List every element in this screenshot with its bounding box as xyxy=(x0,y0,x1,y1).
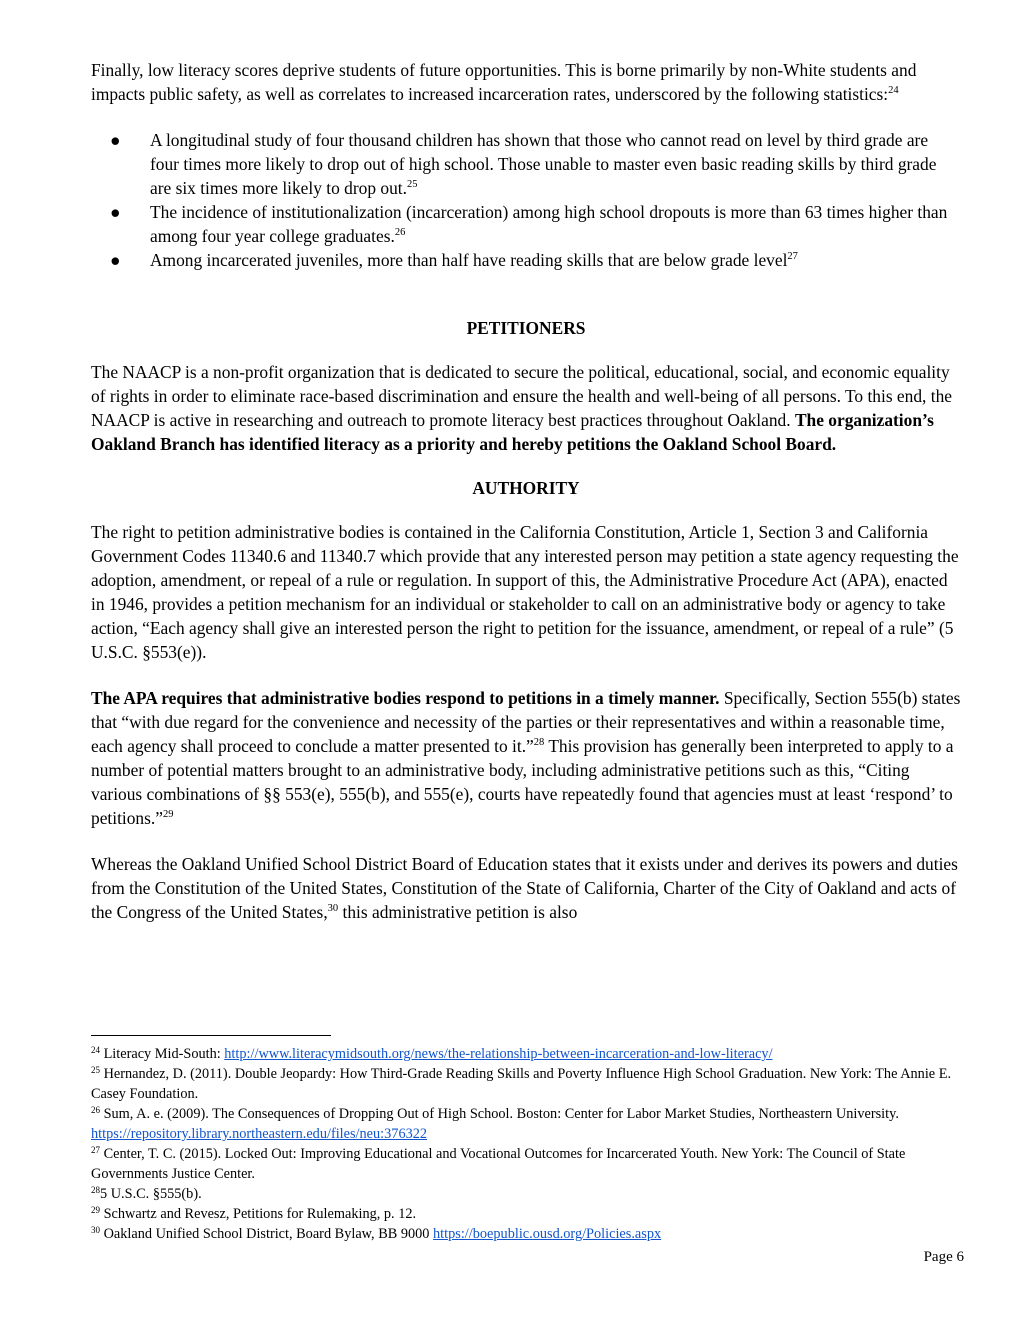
document-body xyxy=(91,58,961,924)
petitioners-heading: PETITIONERS xyxy=(466,318,586,338)
statistics-list xyxy=(91,128,961,272)
authority-heading: AUTHORITY xyxy=(472,478,580,498)
footnote-ref[interactable]: 26 xyxy=(394,227,406,238)
footnote-ref[interactable]: 30 xyxy=(327,903,339,914)
footnote-ref[interactable]: 27 xyxy=(787,251,798,262)
footnote-ref[interactable]: 24 xyxy=(888,85,899,96)
footnote-link[interactable]: http://www.literacymidsouth.org/news/the-relationship-between-incarceration-and-low-literacy/ xyxy=(224,1046,773,1062)
petitioners-paragraph: The NAACP is a non-profit organization that is dedicated to secure the political, educational, social, and economic equality of rights in order to eliminate race-based discrimination and ensure the health and well-being of all persons. To this end, the NAACP is active in researching and outreach to promote literacy best practices throughout Oakland. The organization’s Oakland Branch has identified literacy as a priority and hereby petitions the Oakland School Board. xyxy=(91,362,952,454)
footnote-separator xyxy=(91,1035,331,1036)
footnote-ref[interactable]: 29 xyxy=(162,809,174,820)
footnote: $^{25}$ Hernandez, D. (2011). Double Jeopardy: How Third-Grade Reading Skills and Poverty Influence High School Graduation. New York: The Annie E. Casey Foundation. xyxy=(91,1065,952,1102)
bullet-icon: ● xyxy=(110,130,121,150)
footnotes xyxy=(91,1044,971,1244)
authority-paragraph-2: The APA requires that administrative bodies respond to petitions in a timely manner. Specifically, Section 555(b) states that “with due regard for the convenience and necessity of the parties or their representatives and within a reasonable time, each agency shall proceed to conclude a matter presented to it.”$^{28}$ This provision has generally been interpreted to apply to a number of potential matters brought to an administrative body, including administrative petitions such as this, “Citing various combinations of §§ 553(e), 555(b), and 555(e), courts have repeatedly found that agencies must at least ‘respond’ to petitions.”$^{29}$ xyxy=(91,688,961,828)
footnote-link[interactable]: https://repository.library.northeastern.edu/files/neu:376322 xyxy=(91,1126,428,1142)
footnote-ref[interactable]: 28 xyxy=(533,737,545,748)
footnote: $^{29}$ Schwartz and Revesz, Petitions for Rulemaking, p. 12. xyxy=(91,1205,417,1222)
authority-paragraph-1: The right to petition administrative bodies is contained in the California Constitution, Article 1, Section 3 and California Government Codes 11340.6 and 11340.7 which provide that any interested person may petition a state agency requesting the adoption, amendment, or repeal of a rule or regulation. In support of this, the Administrative Procedure Act (APA), enacted in 1946, provides a petition mechanism for an individual or stakeholder to call on an administrative body or agency to take action, “Each agency shall give an interested person the right to petition for the issuance, amendment, or repeal of a rule” (5 U.S.C. §553(e)). xyxy=(91,522,959,662)
authority-emphasis: The APA requires that administrative bodies respond to petitions in a timely manner. xyxy=(91,688,720,708)
list-item: ● The incidence of institutionalization (incarceration) among high school dropouts is more than 63 times higher than among four year college graduates.$^{26}$ xyxy=(110,202,948,246)
footnote-link[interactable]: https://boepublic.ousd.org/Policies.aspx xyxy=(433,1226,662,1242)
bullet-icon: ● xyxy=(110,250,121,270)
bullet-icon: ● xyxy=(110,202,121,222)
footnote: $^{30}$ Oakland Unified School District, Board Bylaw, BB 9000 https://boepublic.ousd.org/Policies.aspx xyxy=(91,1225,662,1242)
list-item: ● Among incarcerated juveniles, more than half have reading skills that are below grade level$^{27}$ xyxy=(110,250,798,270)
list-item: ● A longitudinal study of four thousand children has shown that those who cannot read on level by third grade are four times more likely to drop out of high school. Those unable to master even basic reading skills by third grade are six times more likely to drop out.$^{25}$ xyxy=(110,130,937,198)
petitioners-emphasis: The organization’s Oakland Branch has identified literacy as a priority and hereby petitions the Oakland School Board. xyxy=(91,410,934,454)
footnote: $^{24}$ Literacy Mid-South: http://www.literacymidsouth.org/news/the-relationship-between-incarceration-and-low-literacy/ xyxy=(91,1045,773,1062)
footnote: $^{26}$ Sum, A. e. (2009). The Consequences of Dropping Out of High School. Boston: Center for Labor Market Studies, Northeastern University. https://repository.library.northeastern.edu/files/neu:376322 xyxy=(91,1105,899,1142)
intro-paragraph: Finally, low literacy scores deprive students of future opportunities. This is borne primarily by non-White students and impacts public safety, as well as correlates to increased incarceration rates, underscored by the following statistics:$^{24}$ xyxy=(91,60,917,104)
footnote: $^{27}$ Center, T. C. (2015). Locked Out: Improving Educational and Vocational Outcomes for Incarcerated Youth. New York: The Council of State Governments Justice Center. xyxy=(91,1145,906,1182)
footnote: $^{28}$5 U.S.C. §555(b). xyxy=(91,1185,202,1202)
footnote-ref[interactable]: 25 xyxy=(406,179,418,190)
page-number: Page 6 xyxy=(923,1249,964,1265)
authority-paragraph-3: Whereas the Oakland Unified School District Board of Education states that it exists under and derives its powers and duties from the Constitution of the United States, Constitution of the State of California, Charter of the City of Oakland and acts of the Congress of the United States,$^{30}$ this administrative petition is also xyxy=(91,854,958,922)
